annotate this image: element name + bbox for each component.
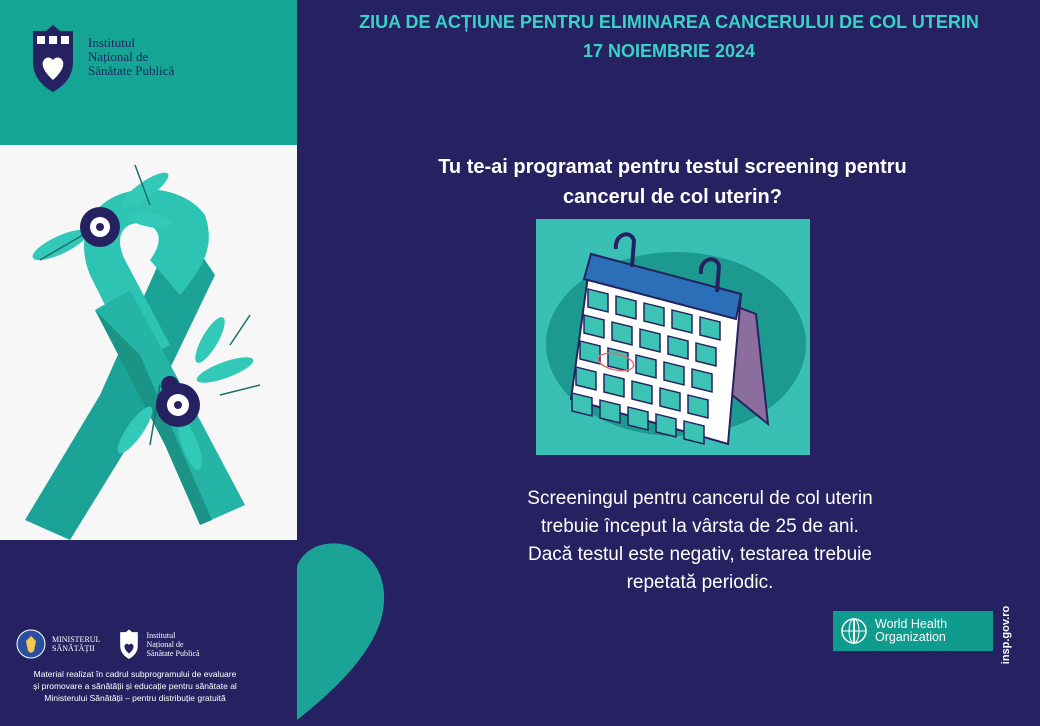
screening-message	[380, 485, 1020, 597]
question-line2: cancerul de col uterin?	[563, 186, 782, 208]
insp-small-emblem-icon	[118, 628, 140, 660]
insp-small-line2: Național de	[146, 639, 184, 649]
insp-emblem-icon	[28, 22, 78, 94]
rose-top	[80, 207, 120, 247]
insp-small-line1: Institutul	[146, 630, 176, 640]
ministry-line2: SĂNĂTĂȚII	[52, 644, 95, 653]
logo-line1: Institutul	[88, 35, 135, 50]
ministry-crest-icon	[16, 629, 46, 659]
left-top-panel	[0, 0, 297, 145]
website-text: insp.gov.ro	[1000, 605, 1012, 665]
calendar-illustration	[536, 219, 810, 455]
logo-line2: Național de	[88, 49, 149, 64]
insp-small-line3: Sănătate Publică	[146, 648, 200, 658]
title-line1: ZIUA DE ACȚIUNE PENTRU ELIMINAREA CANCERULUI DE COL UTERIN	[359, 12, 979, 32]
question-line1: Tu te-ai programat pentru testul screening pentru	[438, 156, 907, 178]
insp-small-logo	[118, 628, 199, 660]
page-title	[298, 8, 1040, 66]
partner-logos	[16, 628, 200, 660]
ministry-logo-text	[52, 635, 100, 653]
footnote-line3: Ministerului Sănătății – pentru distribuție gratuită	[44, 693, 226, 703]
awareness-ribbon-panel	[0, 145, 297, 540]
ministry-logo	[16, 629, 100, 659]
footnote-line2: și promovare a sănătății și educație pentru sănătate al	[33, 681, 237, 691]
insp-logo-text	[88, 36, 174, 78]
who-line1: World Health	[875, 617, 948, 631]
insp-small-logo-text	[146, 631, 199, 658]
ministry-line1: MINISTERUL	[52, 635, 101, 644]
title-line2: 17 NOIEMBRIE 2024	[582, 41, 756, 61]
body-line3: Dacă testul este negativ, testarea trebuie	[528, 544, 872, 565]
who-logo-text	[875, 618, 947, 644]
footnote	[6, 668, 264, 704]
footnote-line1: Material realizat în cadrul subprogramului de evaluare	[33, 669, 237, 679]
who-emblem-icon	[839, 616, 869, 646]
who-logo	[833, 611, 993, 651]
teal-ribbon-illustration	[0, 145, 297, 540]
who-line2: Organization	[875, 630, 946, 644]
insp-logo	[28, 22, 174, 94]
calendar-icon	[536, 219, 810, 455]
screening-question	[330, 152, 1015, 212]
body-line4: repetată periodic.	[626, 572, 774, 593]
body-line2: trebuie început la vârsta de 25 de ani.	[541, 516, 859, 537]
website-url	[996, 605, 1016, 665]
body-line1: Screeningul pentru cancerul de col uterin	[527, 488, 873, 509]
logo-line3: Sănătate Publică	[88, 63, 175, 78]
